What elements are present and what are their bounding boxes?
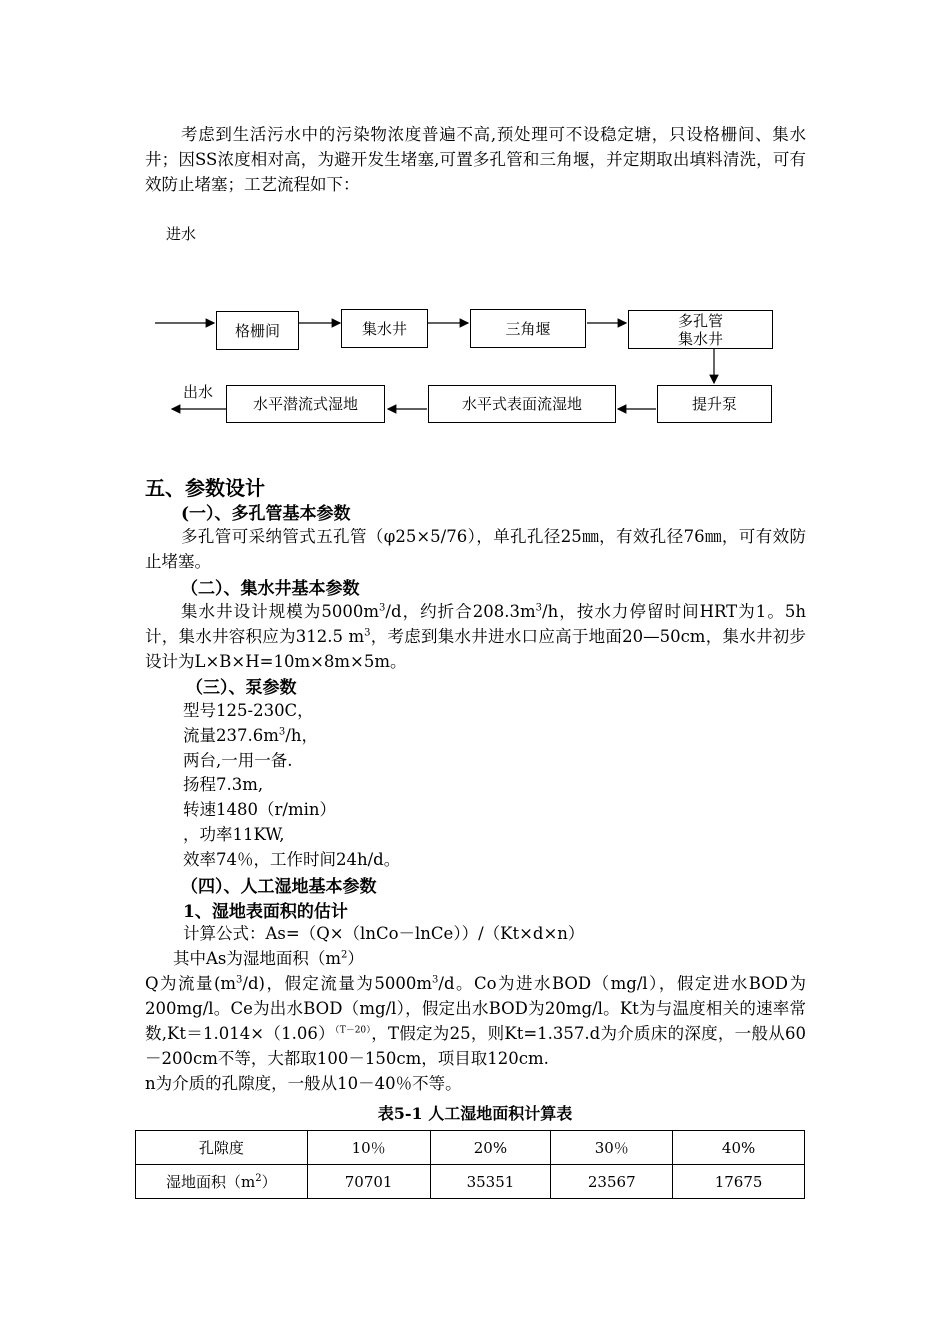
pump-efficiency: 效率74％，工作时间24h/d。 [183,850,401,869]
section5-title: 五、参数设计 [145,476,265,500]
q3: /d。Co为进水BOD（mg/l），假定进水BOD为200mg/l。Ce为出水BOD（mg/l），假定出水BOD为20mg/l。Kt为与温度相关的速率常数,Kt＝1.014×（1.06） [145,974,806,1043]
sup-3: 3 [364,627,371,639]
pump-count: 两台,一用一备. [183,751,293,770]
kt-exponent: （T－20） [334,1025,372,1036]
pump-flow-a: 流量237.6m [183,726,279,745]
s3-title: （三）、泵参数 [186,678,297,698]
cell: 17675 [673,1165,805,1199]
s2-title: （二）、集水井基本参数 [181,579,360,599]
q-paragraph [145,971,806,1071]
sup-3: 3 [379,602,386,614]
box-pump: 提升泵 [657,385,772,423]
as-a: 其中As为湿地面积（m [173,949,342,968]
pump-model: 型号125-230C， [183,701,314,720]
s1-title: (一）、多孔管基本参数 [181,504,351,524]
pump-speed: 转速1480（r/min） [183,800,336,819]
s2-part1: 集水井设计规模为5000m [181,602,380,621]
sup-3: 3 [535,602,543,614]
pump-head: 扬程7.3m, [183,775,264,794]
area-label-b: ） [261,1173,277,1191]
table-row-area [136,1165,805,1199]
n-definition: n为介质的孔隙度，一般从10－40％不等。 [145,1074,462,1093]
formula: 计算公式：As=（Q×（lnCo－lnCe））/（Kt×d×n） [183,924,585,943]
box-perforated-pipe [628,310,773,349]
area-label-a: 湿地面积（m [166,1173,256,1191]
q2: /d)，假定流量为5000m [242,974,433,993]
flow-outlet-label: 出水 [183,383,214,401]
cell: 20% [430,1131,551,1165]
cell: 23567 [551,1165,673,1199]
s4-sub1: 1、湿地表面积的估计 [183,902,348,922]
box-pipe-line1: 多孔管 [677,311,723,330]
pump-power: ，功率11KW, [183,825,285,844]
cell-label [136,1165,308,1199]
sup-2: 2 [341,949,348,961]
sup-3: 3 [432,974,439,986]
as-definition [173,946,364,971]
sup-3: 3 [236,974,243,986]
pump-flow-b: /h， [285,726,318,745]
cell: 40% [673,1131,805,1165]
box-surface-wetland: 水平式表面流湿地 [428,385,616,423]
box-weir: 三角堰 [470,309,586,348]
sup-2: 2 [255,1173,262,1184]
s2-part4: ，考虑到集水井进水口应高于地面20—50cm，集水井初步设计为L×B×H=10m×8m×5m。 [145,627,806,671]
flow-inlet-label: 进水 [166,225,197,243]
box-well: 集水井 [341,309,428,348]
cell: 35351 [430,1165,551,1199]
cell: 70701 [307,1165,430,1199]
cell-label: 孔隙度 [136,1131,308,1165]
cell: 30％ [551,1131,673,1165]
q4: ，T假定为25，则Kt=1.357.d为介质床的深度，一般从60－200cm不等，大都取100－150cm，项目取120cm. [145,1024,806,1068]
box-grille: 格栅间 [216,311,299,350]
table-row-porosity [136,1131,805,1165]
table-caption: 表5-1 人工湿地面积计算表 [377,1104,573,1123]
intro-paragraph: 考虑到生活污水中的污染物浓度普遍不高,预处理可不设稳定塘，只设格栅间、集水井；因SS浓度相对高，为避开发生堵塞,可置多孔管和三角堰，并定期取出填料清洗，可有效防止堵塞；工艺流程如下： [145,125,806,194]
q1: Q为流量(m [145,974,237,993]
s2-part3: /h，按水力停留时间HRT为1。5h计，集水井容积应为312.5 m [145,602,806,646]
flow-arrows [0,0,950,450]
sup-3: 3 [278,726,286,738]
s1-text: 多孔管可采纳管式五孔管（φ25×5/76），单孔孔径25㎜，有效孔径76㎜，可有效防止堵塞。 [145,527,806,571]
area-table [135,1130,805,1199]
s2-part2: /d，约折合208.3m [385,602,536,621]
s4-title: （四）、人工湿地基本参数 [181,877,377,897]
s2-text [145,599,806,674]
cell: 10％ [307,1131,430,1165]
as-b: ） [347,949,364,968]
box-pipe-line2: 集水井 [677,329,723,348]
pump-flow [183,723,318,748]
box-subsurface-wetland: 水平潜流式湿地 [226,385,385,423]
